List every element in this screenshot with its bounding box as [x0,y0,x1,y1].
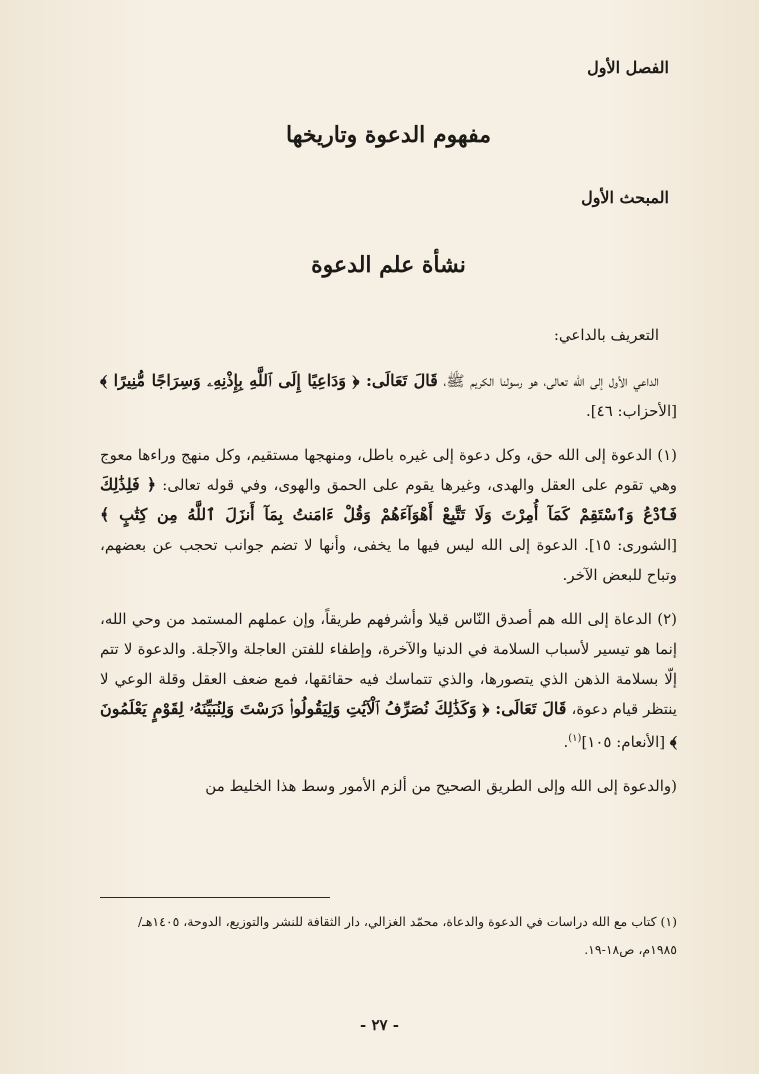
note-1 [100,440,677,590]
definition-heading: التعريف بالداعي: [553,326,659,344]
note-2-number: (٢) [651,610,677,628]
note-1-number: (١) [652,446,677,464]
footnote-divider [100,897,330,898]
section-title: نشأة علم الدعوة [311,252,466,278]
intro-verse: قَالَ تَعَالَى: ﴿ وَدَاعِيًا إِلَى ٱللَّهِ بِإِذْنِهِۦ وَسِرَاجًا مُّنِيرًا ﴾ [100,371,438,390]
note-1-verse: ﴿ فَلِذَٰلِكَ فَٱدْعُ وَٱسْتَقِمْ كَمَآ أُمِرْتَ وَلَا تَتَّبِعْ أَهْوَآءَهُمْ وَقُلْ ءَامَنتُ بِمَآ أَنزَلَ ٱللَّهُ مِن كِتَٰبٍ ﴾ [100,475,677,524]
note-2-verse: قَالَ تَعَالَى: ﴿ وَكَذَٰلِكَ نُصَرِّفُ ٱلْآيَٰتِ وَلِيَقُولُوا۟ دَرَسْتَ وَلِنُبَيِّنَهُۥ لِقَوْمٍ يَعْلَمُونَ ﴾ [100,699,677,751]
footnote: (١) كتاب مع الله دراسات في الدعوة والدعاة، محمّد الغزالي، دار الثقافة للنشر والتوزيع، الدوحة، ١٤٠٥هـ/ ١٩٨٥م، ص١٨-١٩. [137,914,677,957]
note-2-text-c: . [563,733,569,751]
chapter-title: مفهوم الدعوة وتاريخها [286,122,491,148]
note-2-text-a: الدعاة إلى الله هم أصدق النّاس قيلا وأشرفهم طريقاً، وإن عملهم المستمد من وحي الله، إنما هو تيسير لأسباب السلامة في الدنيا والآخرة، وإطفاء للفتن العاجلة والآجلة. والدعوة لا تتم إلّا بسلامة الذهن الذي يتصورها، والذي تتماسك فيه حقائقها، فمع ضعف العقل وقلة الوعي لا ينتظر قيام دعوة، [100,610,677,718]
note-2 [100,604,677,757]
note-1-text-b: [الشورى: ١٥]. الدعوة إلى الله ليس فيها ما يخفى، وأنها لا تضم جوانب تحجب عن بعضهم، وتباح للبعض الآخر. [100,536,677,584]
footnote-marker: (١) [568,733,582,744]
chapter-label: الفصل الأول [587,58,669,77]
intro-ref: [الأحزاب: ٤٦]. [586,402,677,420]
intro-text: الداعي الأول إلى الله تعالى، هو رسولنا الكريم ﷺ، [437,372,659,390]
note-2-text-b: [الأنعام: ١٠٥] [581,733,670,751]
page-number: - ٢٧ - [359,1016,400,1034]
note-1-text-a: الدعوة إلى الله حق، وكل دعوة إلى غيره باطل، ومنهجها مستقيم، وكل منهج وراءها معوج وهي تقوم على العقل والهدى، وغيرها يقوم على الحمق والهوى، وفي قوله تعالى: [100,446,677,494]
intro-paragraph [100,366,677,426]
continuation-paragraph: (والدعوة إلى الله وإلى الطريق الصحيح من ألزم الأمور وسط هذا الخليط من [205,777,677,795]
section-label: المبحث الأول [581,188,669,207]
page-content [100,58,677,801]
